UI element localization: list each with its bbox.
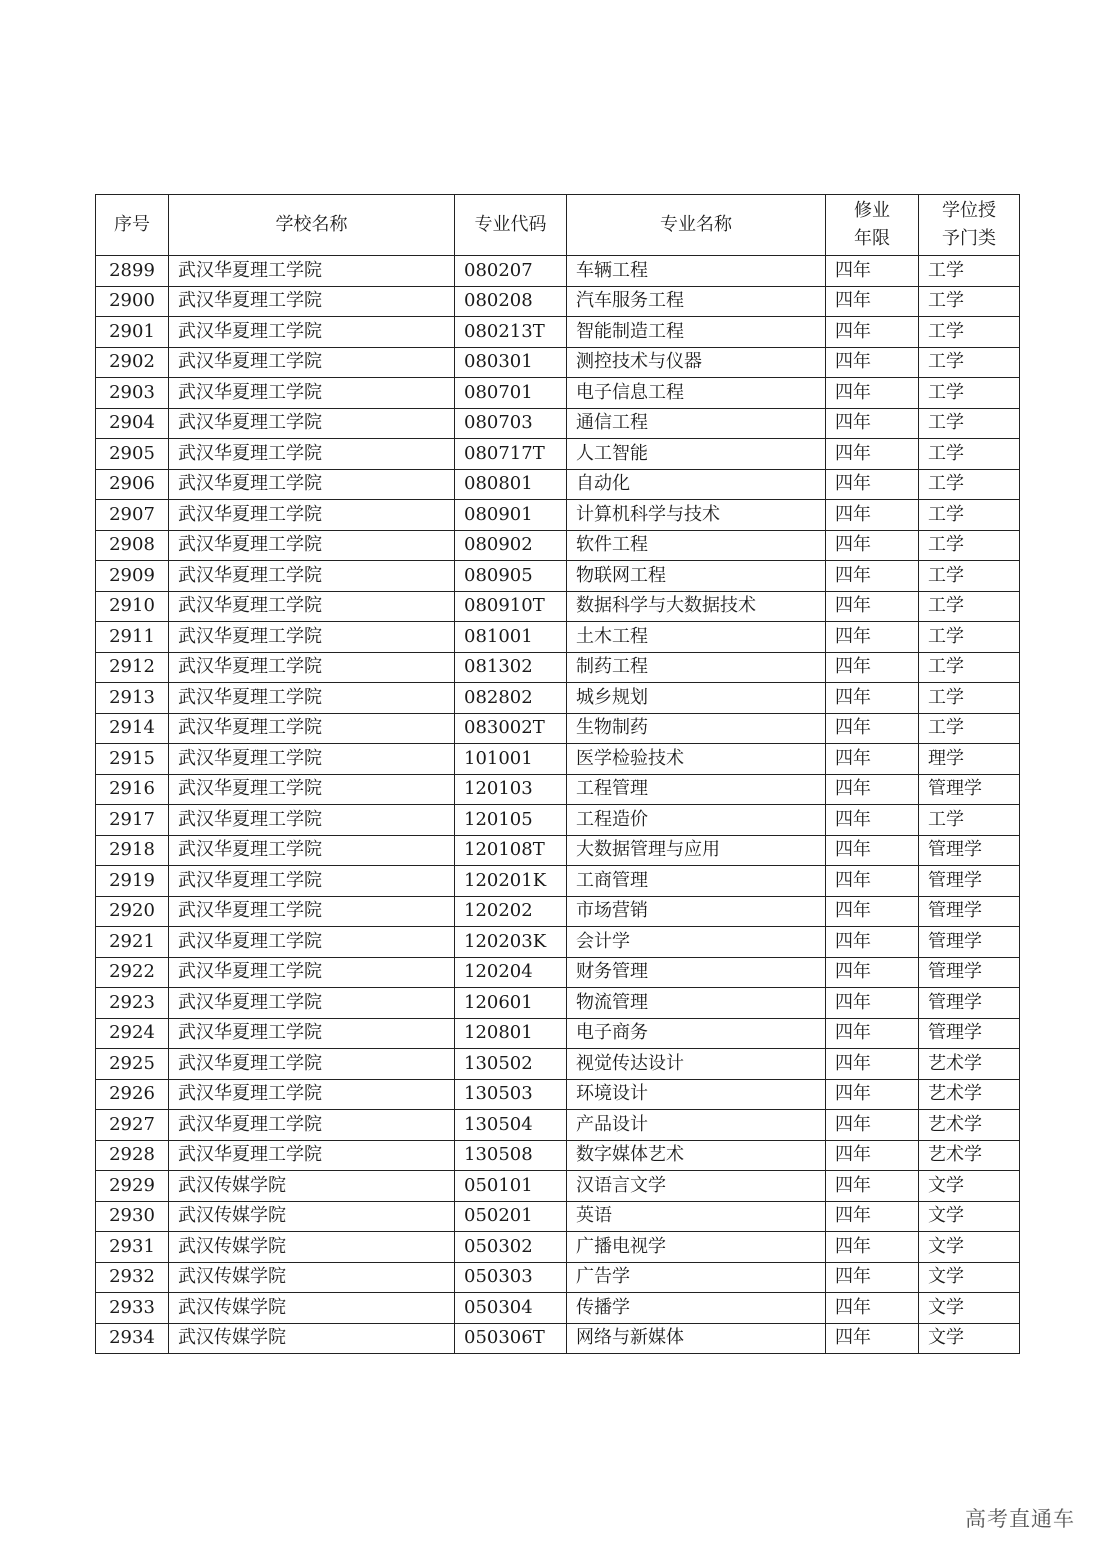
- cell-seq: 2900: [96, 286, 169, 317]
- header-years-line1: 修业: [854, 200, 890, 221]
- cell-years: 四年: [826, 1049, 919, 1080]
- cell-years: 四年: [826, 1232, 919, 1263]
- cell-code: 101001: [455, 744, 567, 775]
- table-row: [96, 744, 1020, 775]
- cell-major: 工程管理: [567, 774, 826, 805]
- cell-major: 自动化: [567, 469, 826, 500]
- cell-major: 数字媒体艺术: [567, 1140, 826, 1171]
- table-row: [96, 286, 1020, 317]
- header-years-line2: 年限: [854, 228, 890, 249]
- cell-years: 四年: [826, 744, 919, 775]
- table-row: [96, 500, 1020, 531]
- cell-school: 武汉华夏理工学院: [169, 927, 455, 958]
- cell-major: 生物制药: [567, 713, 826, 744]
- cell-years: 四年: [826, 439, 919, 470]
- cell-seq: 2902: [96, 347, 169, 378]
- cell-code: 080213T: [455, 317, 567, 348]
- cell-seq: 2933: [96, 1293, 169, 1324]
- cell-code: 050304: [455, 1293, 567, 1324]
- cell-seq: 2913: [96, 683, 169, 714]
- cell-major: 工程造价: [567, 805, 826, 836]
- cell-school: 武汉华夏理工学院: [169, 591, 455, 622]
- cell-major: 传播学: [567, 1293, 826, 1324]
- cell-degree: 管理学: [919, 1018, 1020, 1049]
- cell-degree: 工学: [919, 622, 1020, 653]
- cell-school: 武汉华夏理工学院: [169, 622, 455, 653]
- cell-degree: 工学: [919, 408, 1020, 439]
- cell-major: 物联网工程: [567, 561, 826, 592]
- header-major: 专业名称: [567, 195, 826, 256]
- cell-seq: 2926: [96, 1079, 169, 1110]
- cell-school: 武汉华夏理工学院: [169, 317, 455, 348]
- cell-major: 大数据管理与应用: [567, 835, 826, 866]
- cell-major: 数据科学与大数据技术: [567, 591, 826, 622]
- table-row: [96, 469, 1020, 500]
- cell-major: 医学检验技术: [567, 744, 826, 775]
- cell-seq: 2903: [96, 378, 169, 409]
- cell-degree: 艺术学: [919, 1049, 1020, 1080]
- table-row: [96, 652, 1020, 683]
- cell-code: 083002T: [455, 713, 567, 744]
- cell-major: 会计学: [567, 927, 826, 958]
- cell-degree: 工学: [919, 256, 1020, 287]
- cell-code: 080905: [455, 561, 567, 592]
- cell-major: 人工智能: [567, 439, 826, 470]
- cell-degree: 管理学: [919, 774, 1020, 805]
- cell-seq: 2919: [96, 866, 169, 897]
- cell-code: 080717T: [455, 439, 567, 470]
- cell-years: 四年: [826, 530, 919, 561]
- cell-years: 四年: [826, 866, 919, 897]
- cell-school: 武汉华夏理工学院: [169, 683, 455, 714]
- cell-years: 四年: [826, 1262, 919, 1293]
- cell-major: 通信工程: [567, 408, 826, 439]
- cell-school: 武汉华夏理工学院: [169, 1110, 455, 1141]
- cell-degree: 工学: [919, 378, 1020, 409]
- cell-years: 四年: [826, 927, 919, 958]
- cell-school: 武汉传媒学院: [169, 1262, 455, 1293]
- cell-school: 武汉华夏理工学院: [169, 1018, 455, 1049]
- table-row: [96, 1018, 1020, 1049]
- cell-major: 物流管理: [567, 988, 826, 1019]
- cell-code: 120601: [455, 988, 567, 1019]
- cell-code: 120203K: [455, 927, 567, 958]
- cell-degree: 工学: [919, 469, 1020, 500]
- cell-seq: 2918: [96, 835, 169, 866]
- table-row: [96, 1140, 1020, 1171]
- cell-degree: 管理学: [919, 835, 1020, 866]
- header-code: 专业代码: [455, 195, 567, 256]
- cell-school: 武汉华夏理工学院: [169, 500, 455, 531]
- cell-school: 武汉传媒学院: [169, 1232, 455, 1263]
- cell-years: 四年: [826, 622, 919, 653]
- header-years: [826, 195, 919, 256]
- cell-seq: 2908: [96, 530, 169, 561]
- cell-major: 电子信息工程: [567, 378, 826, 409]
- cell-degree: 文学: [919, 1232, 1020, 1263]
- table-row: [96, 774, 1020, 805]
- cell-degree: 文学: [919, 1293, 1020, 1324]
- cell-major: 环境设计: [567, 1079, 826, 1110]
- cell-seq: 2920: [96, 896, 169, 927]
- table-row: [96, 957, 1020, 988]
- cell-years: 四年: [826, 1323, 919, 1354]
- table-row: [96, 1049, 1020, 1080]
- cell-seq: 2911: [96, 622, 169, 653]
- cell-degree: 工学: [919, 683, 1020, 714]
- cell-code: 080902: [455, 530, 567, 561]
- cell-years: 四年: [826, 1110, 919, 1141]
- cell-school: 武汉华夏理工学院: [169, 713, 455, 744]
- cell-code: 120204: [455, 957, 567, 988]
- cell-degree: 艺术学: [919, 1140, 1020, 1171]
- cell-years: 四年: [826, 500, 919, 531]
- cell-seq: 2934: [96, 1323, 169, 1354]
- cell-years: 四年: [826, 1201, 919, 1232]
- cell-degree: 工学: [919, 805, 1020, 836]
- cell-seq: 2905: [96, 439, 169, 470]
- cell-seq: 2931: [96, 1232, 169, 1263]
- cell-school: 武汉华夏理工学院: [169, 1049, 455, 1080]
- cell-years: 四年: [826, 469, 919, 500]
- majors-table-container: [95, 194, 1019, 1354]
- cell-years: 四年: [826, 286, 919, 317]
- cell-degree: 文学: [919, 1262, 1020, 1293]
- cell-code: 120105: [455, 805, 567, 836]
- cell-code: 120103: [455, 774, 567, 805]
- cell-degree: 文学: [919, 1323, 1020, 1354]
- cell-major: 广播电视学: [567, 1232, 826, 1263]
- cell-school: 武汉华夏理工学院: [169, 774, 455, 805]
- cell-major: 汽车服务工程: [567, 286, 826, 317]
- table-row: [96, 591, 1020, 622]
- cell-years: 四年: [826, 1293, 919, 1324]
- cell-school: 武汉华夏理工学院: [169, 835, 455, 866]
- cell-degree: 工学: [919, 652, 1020, 683]
- cell-degree: 管理学: [919, 866, 1020, 897]
- cell-years: 四年: [826, 683, 919, 714]
- cell-major: 视觉传达设计: [567, 1049, 826, 1080]
- cell-years: 四年: [826, 256, 919, 287]
- cell-seq: 2915: [96, 744, 169, 775]
- cell-code: 120801: [455, 1018, 567, 1049]
- cell-school: 武汉华夏理工学院: [169, 347, 455, 378]
- cell-seq: 2907: [96, 500, 169, 531]
- table-row: [96, 1171, 1020, 1202]
- cell-major: 计算机科学与技术: [567, 500, 826, 531]
- cell-years: 四年: [826, 347, 919, 378]
- table-row: [96, 1201, 1020, 1232]
- cell-years: 四年: [826, 988, 919, 1019]
- cell-code: 080208: [455, 286, 567, 317]
- cell-code: 120202: [455, 896, 567, 927]
- cell-seq: 2909: [96, 561, 169, 592]
- cell-degree: 工学: [919, 530, 1020, 561]
- cell-seq: 2923: [96, 988, 169, 1019]
- cell-major: 汉语言文学: [567, 1171, 826, 1202]
- cell-school: 武汉华夏理工学院: [169, 378, 455, 409]
- cell-degree: 工学: [919, 713, 1020, 744]
- cell-years: 四年: [826, 774, 919, 805]
- cell-code: 050306T: [455, 1323, 567, 1354]
- majors-table: [95, 194, 1020, 1354]
- cell-seq: 2924: [96, 1018, 169, 1049]
- header-seq: 序号: [96, 195, 169, 256]
- cell-degree: 工学: [919, 591, 1020, 622]
- cell-school: 武汉华夏理工学院: [169, 469, 455, 500]
- table-header-row: [96, 195, 1020, 256]
- cell-seq: 2928: [96, 1140, 169, 1171]
- cell-years: 四年: [826, 408, 919, 439]
- cell-code: 080801: [455, 469, 567, 500]
- table-row: [96, 713, 1020, 744]
- cell-code: 050201: [455, 1201, 567, 1232]
- table-row: [96, 530, 1020, 561]
- cell-code: 081001: [455, 622, 567, 653]
- table-row: [96, 256, 1020, 287]
- header-degree-line1: 学位授: [942, 200, 996, 221]
- cell-school: 武汉华夏理工学院: [169, 408, 455, 439]
- table-row: [96, 896, 1020, 927]
- table-row: [96, 805, 1020, 836]
- cell-school: 武汉传媒学院: [169, 1201, 455, 1232]
- cell-major: 车辆工程: [567, 256, 826, 287]
- table-row: [96, 1079, 1020, 1110]
- cell-seq: 2921: [96, 927, 169, 958]
- cell-degree: 文学: [919, 1171, 1020, 1202]
- cell-code: 080301: [455, 347, 567, 378]
- cell-seq: 2901: [96, 317, 169, 348]
- cell-degree: 工学: [919, 439, 1020, 470]
- cell-years: 四年: [826, 1079, 919, 1110]
- table-body: [96, 256, 1020, 1354]
- cell-major: 土木工程: [567, 622, 826, 653]
- table-row: [96, 408, 1020, 439]
- cell-school: 武汉传媒学院: [169, 1293, 455, 1324]
- cell-degree: 管理学: [919, 927, 1020, 958]
- table-row: [96, 439, 1020, 470]
- cell-major: 市场营销: [567, 896, 826, 927]
- cell-degree: 艺术学: [919, 1079, 1020, 1110]
- cell-school: 武汉华夏理工学院: [169, 256, 455, 287]
- table-row: [96, 1293, 1020, 1324]
- table-row: [96, 1232, 1020, 1263]
- cell-major: 制药工程: [567, 652, 826, 683]
- cell-code: 130508: [455, 1140, 567, 1171]
- cell-seq: 2927: [96, 1110, 169, 1141]
- cell-degree: 管理学: [919, 896, 1020, 927]
- cell-years: 四年: [826, 1140, 919, 1171]
- table-row: [96, 347, 1020, 378]
- cell-years: 四年: [826, 835, 919, 866]
- cell-degree: 工学: [919, 561, 1020, 592]
- cell-years: 四年: [826, 1171, 919, 1202]
- cell-major: 广告学: [567, 1262, 826, 1293]
- cell-seq: 2932: [96, 1262, 169, 1293]
- cell-degree: 管理学: [919, 957, 1020, 988]
- cell-seq: 2925: [96, 1049, 169, 1080]
- cell-degree: 工学: [919, 286, 1020, 317]
- cell-major: 工商管理: [567, 866, 826, 897]
- cell-years: 四年: [826, 652, 919, 683]
- cell-seq: 2912: [96, 652, 169, 683]
- cell-seq: 2906: [96, 469, 169, 500]
- cell-seq: 2930: [96, 1201, 169, 1232]
- header-school: 学校名称: [169, 195, 455, 256]
- table-row: [96, 317, 1020, 348]
- cell-degree: 理学: [919, 744, 1020, 775]
- cell-major: 智能制造工程: [567, 317, 826, 348]
- table-row: [96, 378, 1020, 409]
- cell-degree: 艺术学: [919, 1110, 1020, 1141]
- cell-years: 四年: [826, 805, 919, 836]
- cell-major: 测控技术与仪器: [567, 347, 826, 378]
- cell-code: 080703: [455, 408, 567, 439]
- cell-degree: 文学: [919, 1201, 1020, 1232]
- cell-school: 武汉华夏理工学院: [169, 652, 455, 683]
- table-row: [96, 835, 1020, 866]
- cell-seq: 2922: [96, 957, 169, 988]
- cell-major: 电子商务: [567, 1018, 826, 1049]
- table-row: [96, 622, 1020, 653]
- cell-school: 武汉华夏理工学院: [169, 530, 455, 561]
- cell-years: 四年: [826, 957, 919, 988]
- cell-school: 武汉华夏理工学院: [169, 439, 455, 470]
- cell-degree: 工学: [919, 347, 1020, 378]
- cell-school: 武汉华夏理工学院: [169, 957, 455, 988]
- cell-code: 130504: [455, 1110, 567, 1141]
- table-row: [96, 927, 1020, 958]
- cell-years: 四年: [826, 896, 919, 927]
- cell-school: 武汉传媒学院: [169, 1171, 455, 1202]
- cell-major: 财务管理: [567, 957, 826, 988]
- cell-code: 082802: [455, 683, 567, 714]
- cell-degree: 管理学: [919, 988, 1020, 1019]
- cell-seq: 2917: [96, 805, 169, 836]
- cell-code: 120108T: [455, 835, 567, 866]
- cell-degree: 工学: [919, 500, 1020, 531]
- cell-school: 武汉华夏理工学院: [169, 1079, 455, 1110]
- cell-major: 英语: [567, 1201, 826, 1232]
- cell-code: 050101: [455, 1171, 567, 1202]
- cell-code: 080901: [455, 500, 567, 531]
- table-row: [96, 1110, 1020, 1141]
- cell-school: 武汉华夏理工学院: [169, 896, 455, 927]
- header-degree-line2: 予门类: [942, 228, 996, 249]
- table-row: [96, 683, 1020, 714]
- cell-major: 城乡规划: [567, 683, 826, 714]
- cell-school: 武汉华夏理工学院: [169, 988, 455, 1019]
- cell-code: 080701: [455, 378, 567, 409]
- cell-major: 产品设计: [567, 1110, 826, 1141]
- cell-code: 081302: [455, 652, 567, 683]
- table-row: [96, 1323, 1020, 1354]
- cell-seq: 2899: [96, 256, 169, 287]
- cell-degree: 工学: [919, 317, 1020, 348]
- cell-code: 130503: [455, 1079, 567, 1110]
- header-degree: [919, 195, 1020, 256]
- cell-major: 网络与新媒体: [567, 1323, 826, 1354]
- cell-school: 武汉传媒学院: [169, 1323, 455, 1354]
- cell-years: 四年: [826, 317, 919, 348]
- cell-major: 软件工程: [567, 530, 826, 561]
- cell-code: 080207: [455, 256, 567, 287]
- cell-seq: 2916: [96, 774, 169, 805]
- cell-school: 武汉华夏理工学院: [169, 286, 455, 317]
- cell-seq: 2910: [96, 591, 169, 622]
- cell-code: 130502: [455, 1049, 567, 1080]
- table-row: [96, 561, 1020, 592]
- cell-seq: 2914: [96, 713, 169, 744]
- table-row: [96, 1262, 1020, 1293]
- cell-code: 120201K: [455, 866, 567, 897]
- cell-code: 050303: [455, 1262, 567, 1293]
- cell-school: 武汉华夏理工学院: [169, 1140, 455, 1171]
- watermark: 高考直通车: [965, 1507, 1075, 1531]
- cell-school: 武汉华夏理工学院: [169, 866, 455, 897]
- cell-code: 050302: [455, 1232, 567, 1263]
- cell-code: 080910T: [455, 591, 567, 622]
- cell-seq: 2929: [96, 1171, 169, 1202]
- cell-years: 四年: [826, 378, 919, 409]
- cell-school: 武汉华夏理工学院: [169, 805, 455, 836]
- cell-years: 四年: [826, 713, 919, 744]
- cell-years: 四年: [826, 591, 919, 622]
- cell-school: 武汉华夏理工学院: [169, 561, 455, 592]
- cell-years: 四年: [826, 1018, 919, 1049]
- cell-school: 武汉华夏理工学院: [169, 744, 455, 775]
- cell-seq: 2904: [96, 408, 169, 439]
- table-row: [96, 988, 1020, 1019]
- cell-years: 四年: [826, 561, 919, 592]
- table-row: [96, 866, 1020, 897]
